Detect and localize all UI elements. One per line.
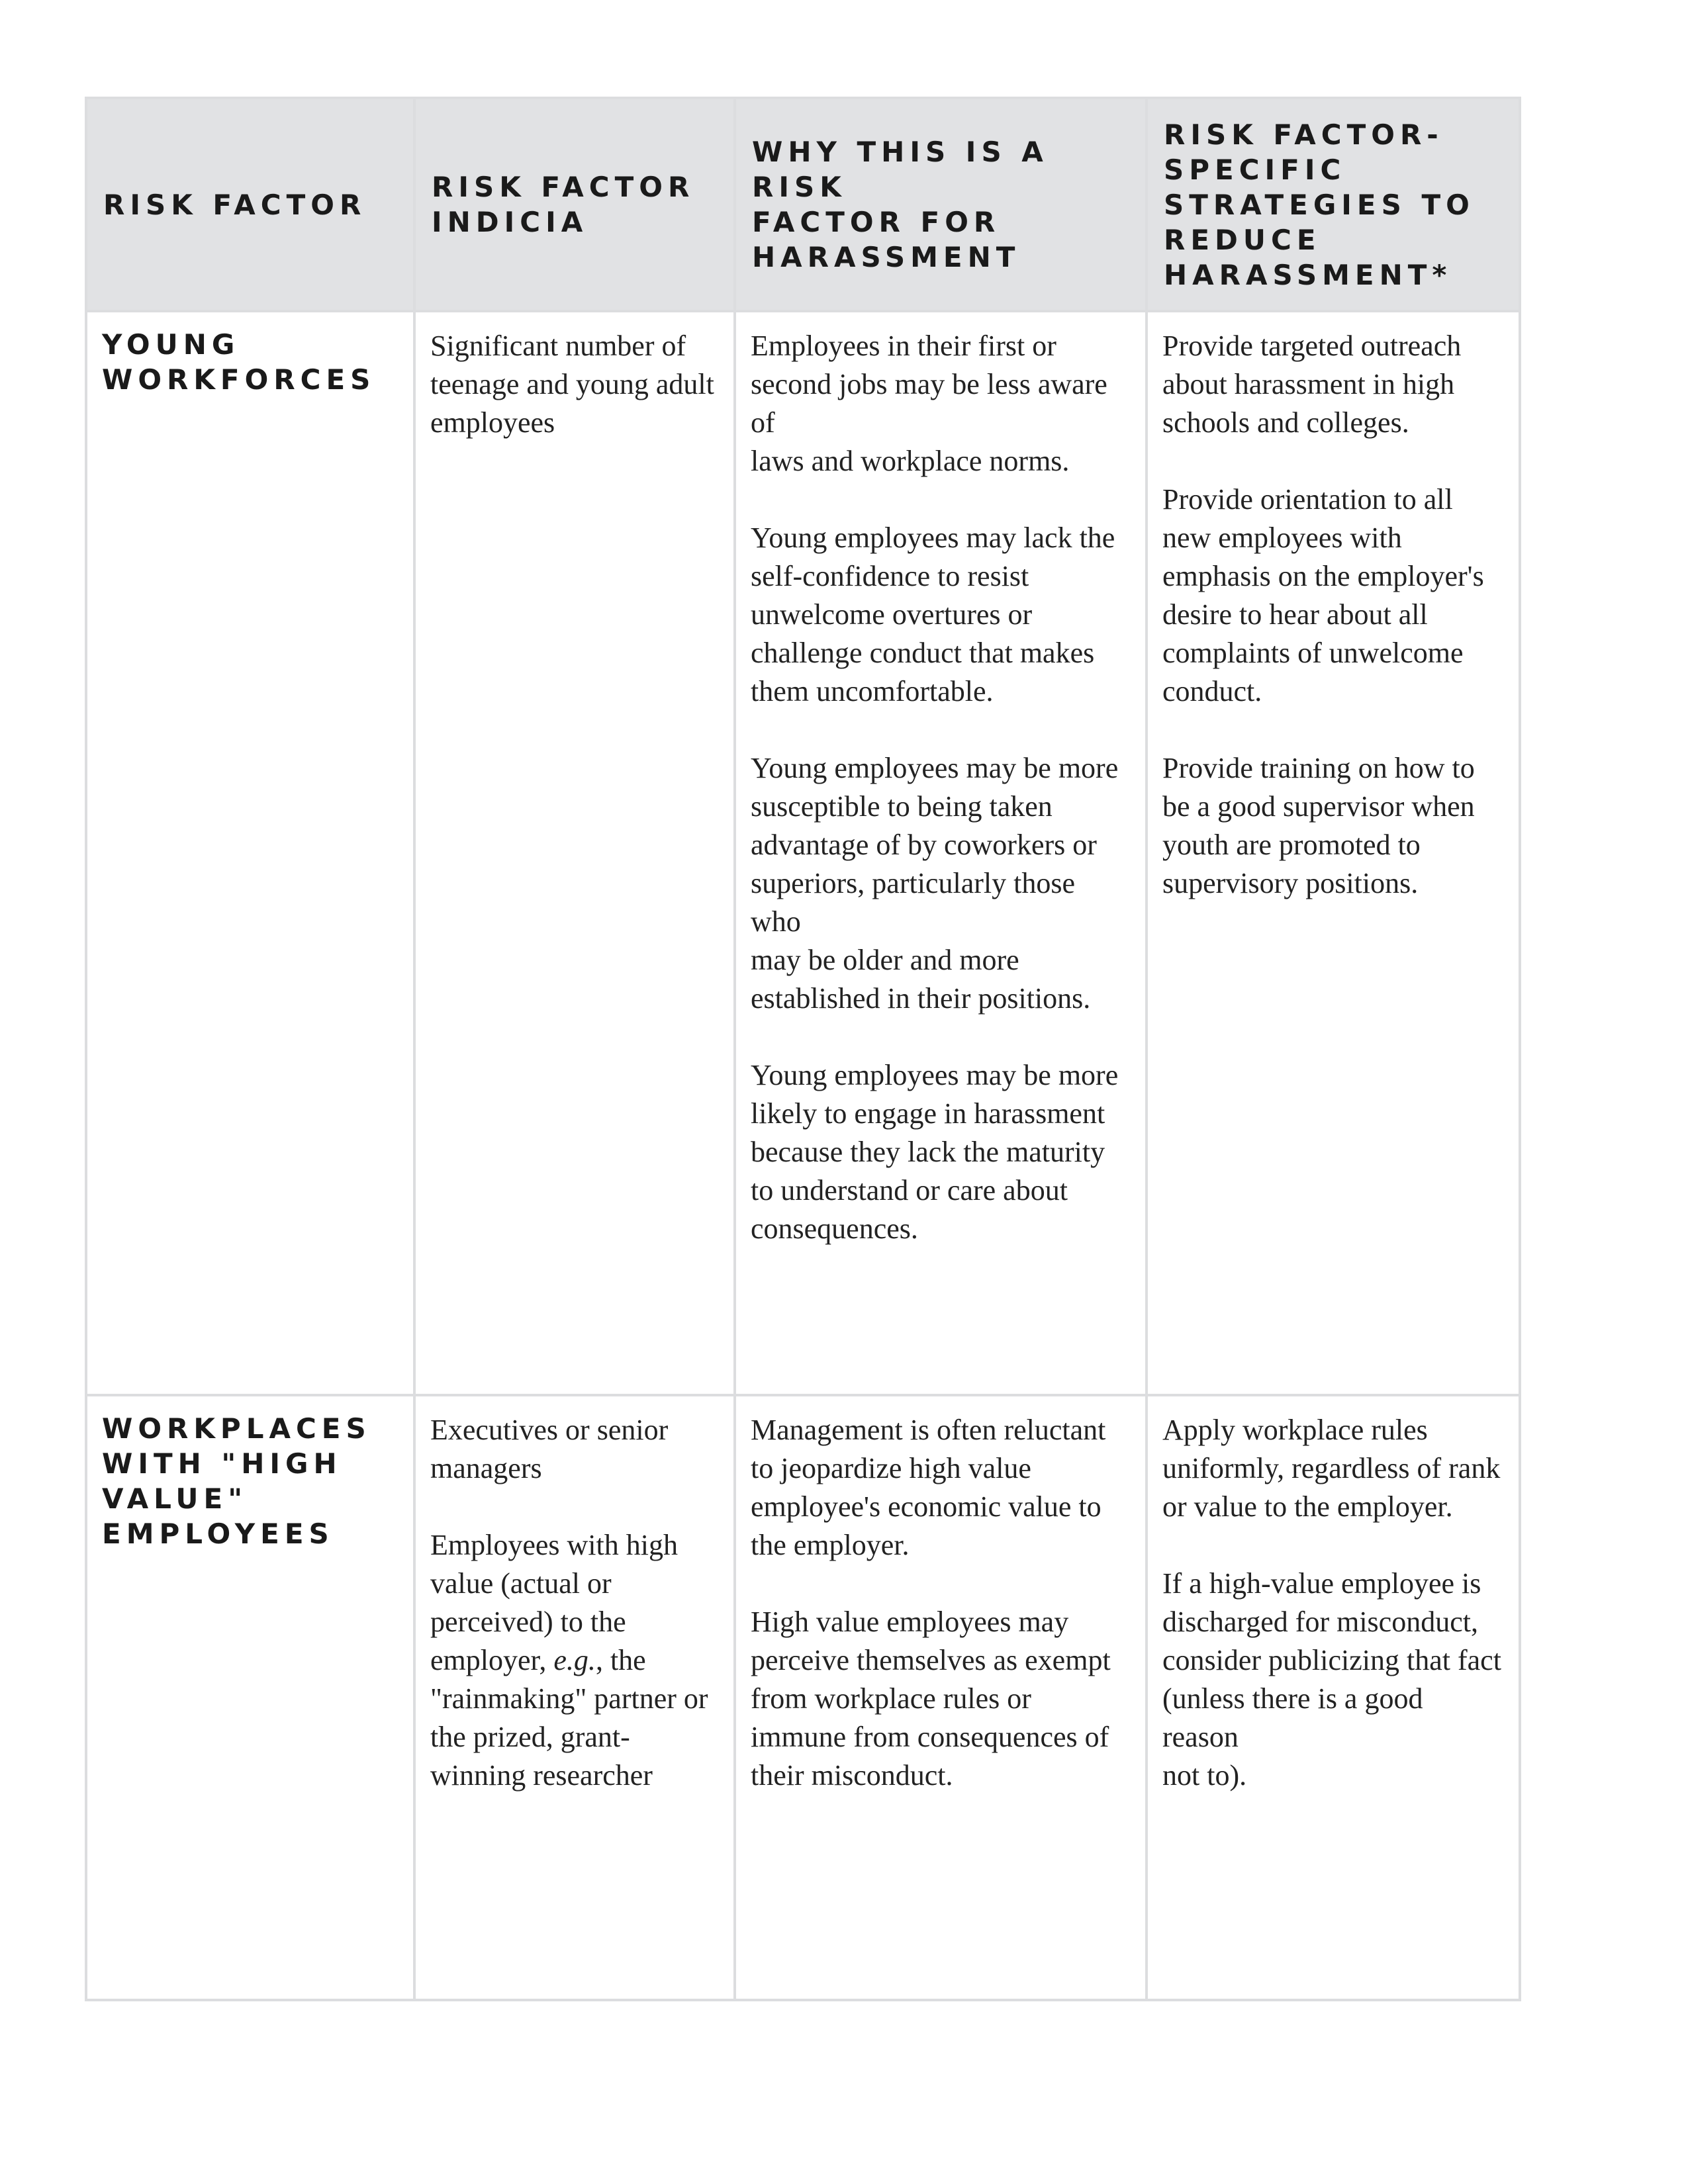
why-paragraph: Employees in their first or second jobs may be less aware of laws and workplace norms. (751, 330, 1107, 477)
header-risk-factor: RISK FACTOR (86, 98, 414, 311)
strategy-paragraph: Provide orientation to all new employees with emphasis on the employer's desire to hear about all complaints of unwelcome conduct. (1162, 483, 1484, 707)
eg-abbreviation: e.g. (553, 1644, 596, 1676)
strategy-paragraph: If a high-value employee is discharged for misconduct, consider publicizing that fact (unless there is a good reason not to). (1162, 1567, 1501, 1792)
strategies-cell (1147, 311, 1520, 1395)
indicia-paragraph: Significant number of teenage and young adult employees (430, 330, 714, 439)
strategy-paragraph: Provide targeted outreach about harassment in high schools and colleges. (1162, 330, 1462, 439)
risk-factor-table (85, 97, 1521, 2001)
strategy-paragraph: Apply workplace rules uniformly, regardless of rank or value to the employer. (1162, 1414, 1501, 1523)
why-paragraph: Young employees may be more susceptible to being taken advantage of by coworkers or superiors, particularly those who may be older and more established in their positions. (751, 752, 1119, 1015)
indicia-cell (414, 311, 735, 1395)
why-cell (735, 1395, 1147, 2000)
why-paragraph: High value employees may perceive themselves as exempt from workplace rules or immune from consequences of their misconduct. (751, 1606, 1111, 1792)
why-cell (735, 311, 1147, 1395)
indicia-cell (414, 1395, 735, 2000)
why-paragraph: Young employees may be more likely to engage in harassment because they lack the maturity to understand or care about consequences. (751, 1059, 1119, 1245)
strategy-paragraph: Provide training on how to be a good supervisor when youth are promoted to supervisory positions. (1162, 752, 1475, 899)
table-row (86, 1395, 1520, 2000)
header-strategies: RISK FACTOR- SPECIFIC STRATEGIES TO REDUCE HARASSMENT* (1147, 98, 1520, 311)
table-header-row (86, 98, 1520, 311)
risk-factor-label: YOUNG WORKFORCES (102, 328, 376, 396)
why-paragraph: Young employees may lack the self-confidence to resist unwelcome overtures or challenge conduct that makes them uncomfortable. (751, 522, 1115, 707)
indicia-paragraph: Executives or senior managers (430, 1414, 669, 1484)
risk-factor-label: WORKPLACES WITH "HIGH VALUE" EMPLOYEES (102, 1412, 371, 1550)
header-why-risk-factor: WHY THIS IS A RISK FACTOR FOR HARASSMENT (735, 98, 1147, 311)
table-row (86, 311, 1520, 1395)
risk-factor-cell (86, 1395, 414, 2000)
risk-factor-cell (86, 311, 414, 1395)
indicia-paragraph: Employees with high value (actual or perceived) to the employer, e.g., the "rainmaking" partner or the prized, grant- winning researcher (430, 1529, 708, 1792)
header-risk-factor-indicia: RISK FACTOR INDICIA (414, 98, 735, 311)
strategies-cell (1147, 1395, 1520, 2000)
why-paragraph: Management is often reluctant to jeopardize high value employee's economic value to the employer. (751, 1414, 1106, 1561)
